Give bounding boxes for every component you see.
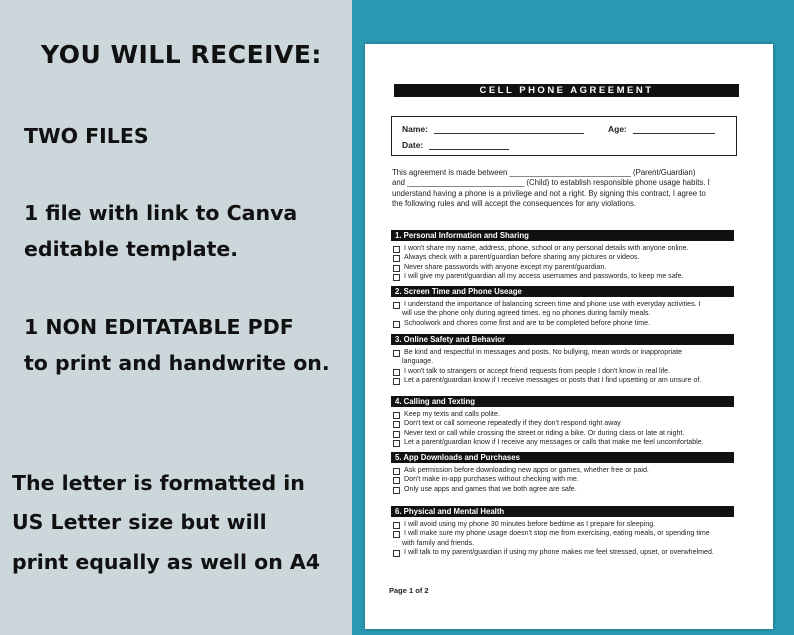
item-text: Let a parent/guardian know if I receive any messages or calls that make me feel uncomfortable. [404,437,704,446]
checkbox[interactable] [393,255,400,262]
checkbox[interactable] [393,431,400,438]
checkbox[interactable] [393,274,400,281]
item-text: Keep my texts and calls polite. [404,410,500,418]
checkbox[interactable] [393,369,400,376]
section-2 [391,286,734,328]
age-field [608,124,715,134]
list-item [391,300,734,309]
checkbox[interactable] [393,477,400,484]
item-text: Always check with a parent/guardian before sharing any pictures or videos. [404,253,640,262]
age-label: Age: [608,124,627,134]
item-text: Ask permission before downloading new apps or games, whether free or paid. [404,466,649,474]
item-text: I will make sure my phone usage doesn't stop me from exercising, eating meals, or spending time [404,529,710,538]
list-item [391,410,734,419]
item-text: I will give my parent/guardian all my access usernames and passwords, to keep me safe. [404,271,684,280]
canva-text-line2: editable template. [24,237,239,261]
item-text: I won't share my name, address, phone, school or any personal details with anyone online. [404,244,689,252]
checkbox[interactable] [393,487,400,494]
pdf-text-line1: 1 NON EDITATABLE PDF [24,315,294,339]
section-header: 2. Screen Time and Phone Useage [391,286,734,297]
item-text: I won't talk to strangers or accept friend requests from people I don't know in real life. [404,366,671,375]
list-item [391,244,734,253]
checkbox[interactable] [393,321,400,328]
checkbox[interactable] [393,302,400,309]
two-files-text: TWO FILES [24,124,149,148]
item-text: Only use apps and games that we both agree are safe. [404,484,577,493]
checkbox[interactable] [393,531,400,538]
name-label: Name: [402,124,428,134]
left-panel [0,0,352,635]
section-header: 1. Personal Information and Sharing [391,230,734,241]
list-item [391,548,734,557]
list-item [391,419,734,428]
section-items [391,300,734,328]
intro-line: understand having a phone is a privilege and not a right. By signing this contract, I agree to [392,188,706,198]
section-items [391,244,734,281]
checkbox[interactable] [393,421,400,428]
item-text: I will talk to my parent/guardian if using my phone makes me feel stressed, upset, or overwhelmed. [404,547,714,556]
section-4 [391,396,734,447]
section-1 [391,230,734,281]
section-6 [391,506,734,557]
list-item [391,429,734,438]
list-item [391,485,734,494]
list-item [391,367,734,376]
intro-line: and ___________________________ (Child) to establish responsible phone usage habits. I [392,178,710,188]
format-text-line2: US Letter size but will [12,510,267,534]
intro-line: the following rules and will accept the consequences for any violations. [392,199,637,209]
agreement-page [365,44,773,629]
date-line [429,141,509,150]
item-text: I understand the importance of balancing screen time and phone use with everyday activities. I [404,300,701,308]
indent-spacer [391,309,402,318]
item-text: will use the phone only during agreed times. eg no phones during family meals. [402,309,651,318]
receive-heading: YOU WILL RECEIVE: [41,40,322,69]
canva-text-line1: 1 file with link to Canva [24,201,298,225]
checkbox[interactable] [393,468,400,475]
item-text: language. [402,357,434,366]
checkbox[interactable] [393,440,400,447]
item-text: Don't make in-app purchases without checking with me. [404,475,579,484]
list-item [391,466,734,475]
checkbox[interactable] [393,246,400,253]
list-item [391,348,734,357]
item-text: I will avoid using my phone 30 minutes before bedtime as I prepare for sleeping. [404,520,656,528]
list-item [391,272,734,281]
checkbox[interactable] [393,412,400,419]
name-line [434,125,584,134]
date-label: Date: [402,140,424,150]
section-items [391,520,734,557]
intro-paragraph [392,168,738,210]
list-item [391,539,734,548]
list-item [391,263,734,272]
section-header: 5. App Downloads and Purchases [391,452,734,463]
list-item [391,309,734,318]
item-text: Never share passwords with anyone except my parent/guardian. [404,262,607,271]
item-text: Don't text or call someone repeatedly if they don't respond right away [404,419,621,428]
list-item [391,529,734,538]
checkbox[interactable] [393,378,400,385]
indent-spacer [391,539,402,548]
item-text: Be kind and respectful in messages and posts. No bullying, mean words or inappropriate [404,348,682,356]
checkbox[interactable] [393,350,400,357]
checkbox[interactable] [393,550,400,557]
list-item [391,319,734,328]
format-text-line1: The letter is formatted in [12,471,305,495]
list-item [391,253,734,262]
item-text: with family and friends. [402,538,475,547]
item-text: Schoolwork and chores come first and are to be completed before phone time. [404,318,651,327]
section-items [391,348,734,385]
indent-spacer [391,357,402,366]
list-item [391,357,734,366]
list-item [391,438,734,447]
section-3 [391,334,734,385]
name-field [402,124,584,134]
list-item [391,520,734,529]
pdf-text-line2: to print and handwrite on. [24,351,330,375]
format-text-line3: print equally as well on A4 [12,550,321,574]
section-header: 3. Online Safety and Behavior [391,334,734,345]
date-field [402,140,509,150]
list-item [391,376,734,385]
section-items [391,466,734,494]
item-text: Let a parent/guardian know if I receive messages or posts that I find upsetting or am unsure of. [404,375,702,384]
section-header: 6. Physical and Mental Health [391,506,734,517]
checkbox[interactable] [393,522,400,529]
section-5 [391,452,734,494]
section-header: 4. Calling and Texting [391,396,734,407]
intro-line: This agreement is made between ____________________________ (Parent/Guardian) [392,168,696,177]
list-item [391,475,734,484]
info-box [391,116,737,156]
item-text: Never text or call while crossing the street or riding a bike. Or during class or late at night. [404,428,685,437]
document-title: CELL PHONE AGREEMENT [394,84,739,97]
section-items [391,410,734,447]
checkbox[interactable] [393,265,400,272]
page-number: Page 1 of 2 [389,586,429,595]
age-line [633,125,715,134]
